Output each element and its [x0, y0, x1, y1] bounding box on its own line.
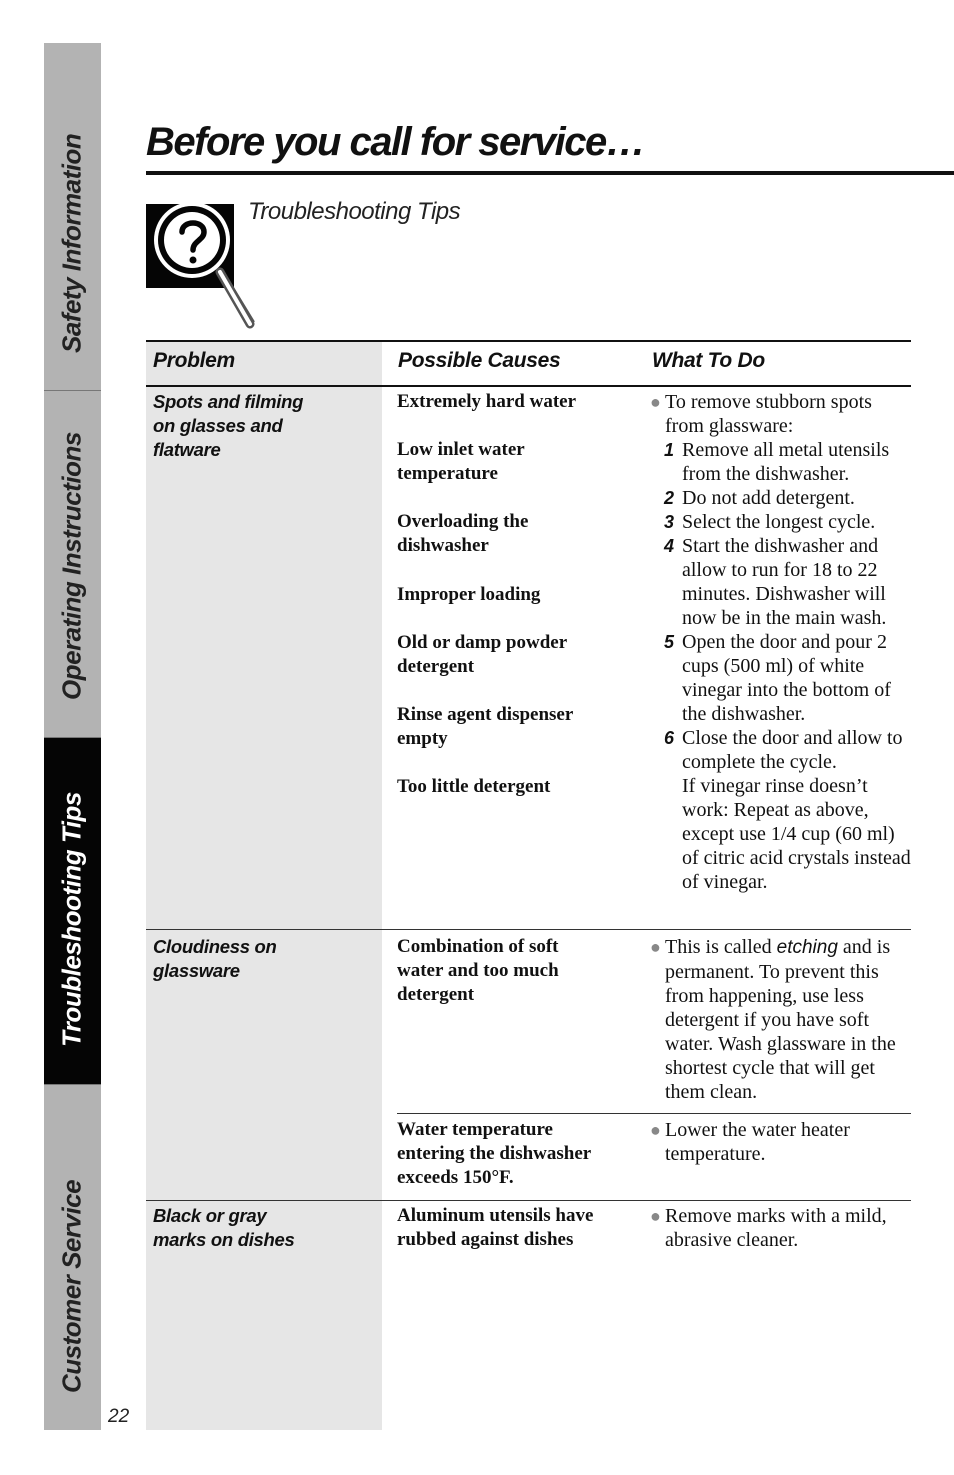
column-header-what-to-do: What To Do	[652, 349, 765, 372]
header-bottom-rule	[146, 385, 911, 387]
bullet-icon: ●	[650, 937, 661, 957]
cause-item: Old or damp powder detergent	[397, 632, 567, 677]
todo-step	[650, 726, 912, 774]
step-number: 5	[664, 632, 675, 652]
todo-remove-marks	[650, 1204, 912, 1252]
step-text: Open the door and pour 2 cups (500 ml) of white vinegar into the bottom of the dishwasher.	[682, 631, 891, 725]
todo-step	[650, 534, 912, 630]
todo-step	[650, 510, 912, 534]
todo-step	[650, 630, 912, 726]
row-divider	[146, 1200, 911, 1201]
step-text: Remove all metal utensils from the dishwasher.	[682, 439, 890, 485]
todo-note: If vinegar rinse doesn’t work: Repeat as above, except use 1/4 cup (60 ml) of citric acid crystals instead of vinegar.	[682, 775, 911, 893]
step-text: Start the dishwasher and allow to run for 18 to 22 minutes. Dishwasher will now be in the main wash.	[682, 535, 887, 629]
page-title: Before you call for service…	[146, 120, 645, 164]
cause-item: Overloading the dishwasher	[397, 511, 529, 556]
table-top-rule	[146, 340, 911, 342]
sub-row-divider	[397, 1113, 911, 1114]
problem-cloudiness: Cloudiness on glassware	[153, 936, 277, 981]
todo-water-heater	[650, 1118, 905, 1166]
section-subtitle: Troubleshooting Tips	[248, 198, 461, 225]
page-number: 22	[108, 1406, 130, 1427]
step-number: 6	[664, 728, 675, 748]
side-tab-label: Customer Service	[56, 1179, 87, 1393]
todo-intro	[650, 390, 912, 438]
column-header-problem: Problem	[153, 349, 235, 372]
step-number: 2	[664, 488, 675, 508]
side-tab-label: Operating Instructions	[56, 432, 87, 700]
problem-black-gray-marks: Black or gray marks on dishes	[153, 1205, 295, 1250]
todo-text: Lower the water heater temperature.	[665, 1119, 850, 1165]
cause-item: Rinse agent dispenser empty	[397, 704, 573, 749]
todo-spots-and-filming	[650, 390, 912, 894]
todo-text-emphasis: etching	[776, 937, 838, 958]
side-tab-label: Troubleshooting Tips	[56, 792, 87, 1047]
step-text: Do not add detergent.	[682, 487, 855, 509]
step-number: 1	[664, 440, 675, 460]
problem-column-background	[146, 342, 382, 1430]
step-text: Select the longest cycle.	[682, 511, 876, 533]
todo-etching	[650, 935, 900, 1104]
problem-spots-and-filming: Spots and filming on glasses and flatware	[153, 391, 304, 460]
step-text: Close the door and allow to complete the cycle.	[682, 727, 903, 773]
side-tab-customer-service[interactable]	[44, 1085, 101, 1430]
side-tab-troubleshooting-tips[interactable]	[44, 738, 101, 1085]
side-tab-operating-instructions[interactable]	[44, 391, 101, 738]
todo-step	[650, 438, 912, 486]
title-rule	[146, 171, 954, 175]
cause-item: Water temperature entering the dishwasher exceeds 150°F.	[397, 1119, 591, 1188]
cause-item: Too little detergent	[397, 776, 551, 797]
cause-item: Aluminum utensils have rubbed against dishes	[397, 1205, 594, 1250]
step-number: 3	[664, 512, 675, 532]
cause-item: Low inlet water temperature	[397, 439, 525, 484]
side-tab-safety-information[interactable]	[44, 43, 101, 391]
todo-text-pre: This is called	[665, 936, 777, 958]
bullet-icon: ●	[650, 392, 661, 412]
bullet-icon: ●	[650, 1206, 661, 1226]
todo-text-post: and is permanent. To prevent this from happening, use less detergent if you have soft water. Wash glassware in the shortest cycle that will get them clean.	[665, 936, 896, 1103]
todo-intro-text: To remove stubborn spots from glassware:	[665, 391, 872, 437]
step-number: 4	[664, 536, 675, 556]
cause-item: Improper loading	[397, 584, 541, 605]
cause-item: Extremely hard water	[397, 391, 577, 412]
cause-item: Combination of soft water and too much detergent	[397, 936, 559, 1005]
row-divider	[146, 929, 911, 930]
todo-text: Remove marks with a mild, abrasive cleaner.	[665, 1205, 887, 1251]
todo-step	[650, 486, 912, 510]
bullet-icon: ●	[650, 1120, 661, 1140]
column-header-possible-causes: Possible Causes	[398, 349, 561, 372]
side-tab-label: Safety Information	[56, 133, 87, 353]
